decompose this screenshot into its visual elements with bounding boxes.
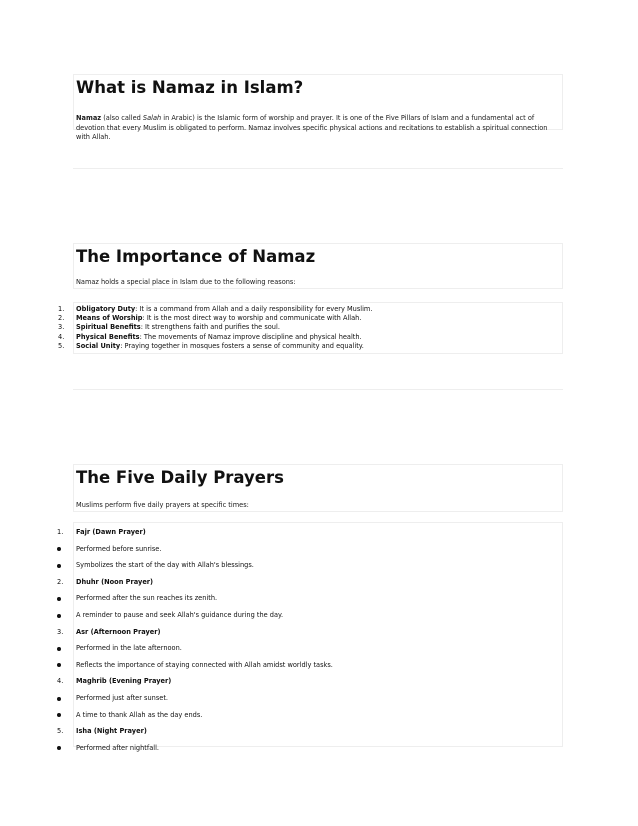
prayer-name: Fajr (Dawn Prayer)	[76, 528, 146, 536]
prayer-point: Reflects the importance of staying connected with Allah amidst worldly tasks.	[76, 660, 333, 669]
section-five-prayers-heading	[73, 464, 563, 512]
section-title: The Importance of Namaz	[76, 247, 316, 266]
bullet-icon	[57, 746, 61, 750]
section-divider	[73, 168, 563, 169]
list-item	[58, 341, 560, 351]
list-number: 2.	[58, 314, 65, 323]
section-title: The Five Daily Prayers	[76, 468, 284, 487]
list-text: : It strengthens faith and purifies the soul.	[140, 323, 280, 332]
bullet-icon	[57, 614, 61, 618]
bullet-icon	[57, 547, 61, 551]
section-intro: Namaz holds a special place in Islam due to the following reasons:	[76, 278, 296, 286]
list-number: 4.	[58, 332, 65, 341]
prayer-point: Performed after the sun reaches its zenith.	[76, 594, 218, 603]
list-number: 3.	[58, 323, 65, 332]
list-term: Spiritual Benefits	[76, 323, 141, 332]
section-title: What is Namaz in Islam?	[76, 78, 304, 97]
section-what-is-namaz	[73, 74, 563, 142]
bullet-icon	[57, 597, 61, 601]
prayer-name: Isha (Night Prayer)	[76, 727, 147, 736]
prayer-name: Dhuhr (Noon Prayer)	[76, 577, 154, 586]
prayer-number: 1.	[57, 528, 64, 536]
prayer-point: Performed after nightfall.	[76, 743, 159, 752]
list-item	[58, 323, 560, 332]
bullet-icon	[57, 647, 61, 651]
list-term: Obligatory Duty	[76, 305, 136, 313]
intro-paragraph: Namaz (also called Salah in Arabic) is the Islamic form of worship and prayer. It is one of the Five Pillars of Islam and a fundamental act of devotion that every Muslim is obligated to perform. Namaz involves specific physical actions and recitations to establish a spiritual connection with Allah.	[76, 114, 548, 142]
prayer-number: 3.	[57, 627, 64, 636]
prayer-point: A time to thank Allah as the day ends.	[76, 710, 203, 719]
prayer-point: Performed just after sunset.	[76, 694, 169, 702]
prayer-name: Asr (Afternoon Prayer)	[76, 627, 161, 636]
section-importance-heading	[73, 243, 563, 289]
prayer-point: Performed before sunrise.	[76, 544, 162, 553]
list-text: : It is the most direct way to worship and communicate with Allah.	[142, 314, 362, 323]
bullet-icon	[57, 564, 61, 568]
section-divider	[73, 389, 563, 390]
bullet-icon	[57, 713, 61, 717]
list-text: : Praying together in mosques fosters a sense of community and equality.	[120, 341, 364, 350]
list-text: : The movements of Namaz improve discipline and physical health.	[139, 332, 362, 341]
list-number: 5.	[58, 341, 65, 350]
bullet-icon	[57, 663, 61, 667]
importance-list	[58, 302, 563, 354]
prayers-list	[57, 522, 563, 752]
list-text: : It is a command from Allah and a daily responsibility for every Muslim.	[135, 305, 373, 313]
bullet-icon	[57, 697, 61, 701]
prayer-name: Maghrib (Evening Prayer)	[76, 677, 172, 686]
list-item	[58, 314, 560, 323]
list-term: Physical Benefits	[76, 332, 140, 341]
prayer-point: A reminder to pause and seek Allah's guidance during the day.	[76, 611, 284, 619]
prayer-number: 4.	[57, 677, 64, 686]
list-item	[58, 305, 560, 314]
section-intro: Muslims perform five daily prayers at specific times:	[76, 501, 249, 509]
list-number: 1.	[58, 305, 65, 313]
prayer-point: Performed in the late afternoon.	[76, 644, 182, 653]
prayer-point: Symbolizes the start of the day with Allah's blessings.	[76, 561, 254, 570]
list-term: Means of Worship	[76, 314, 143, 323]
list-term: Social Unity	[76, 341, 121, 350]
list-item	[58, 332, 560, 342]
ordered-list	[58, 305, 560, 351]
prayer-number: 5.	[57, 727, 64, 736]
prayer-number: 2.	[57, 577, 64, 586]
